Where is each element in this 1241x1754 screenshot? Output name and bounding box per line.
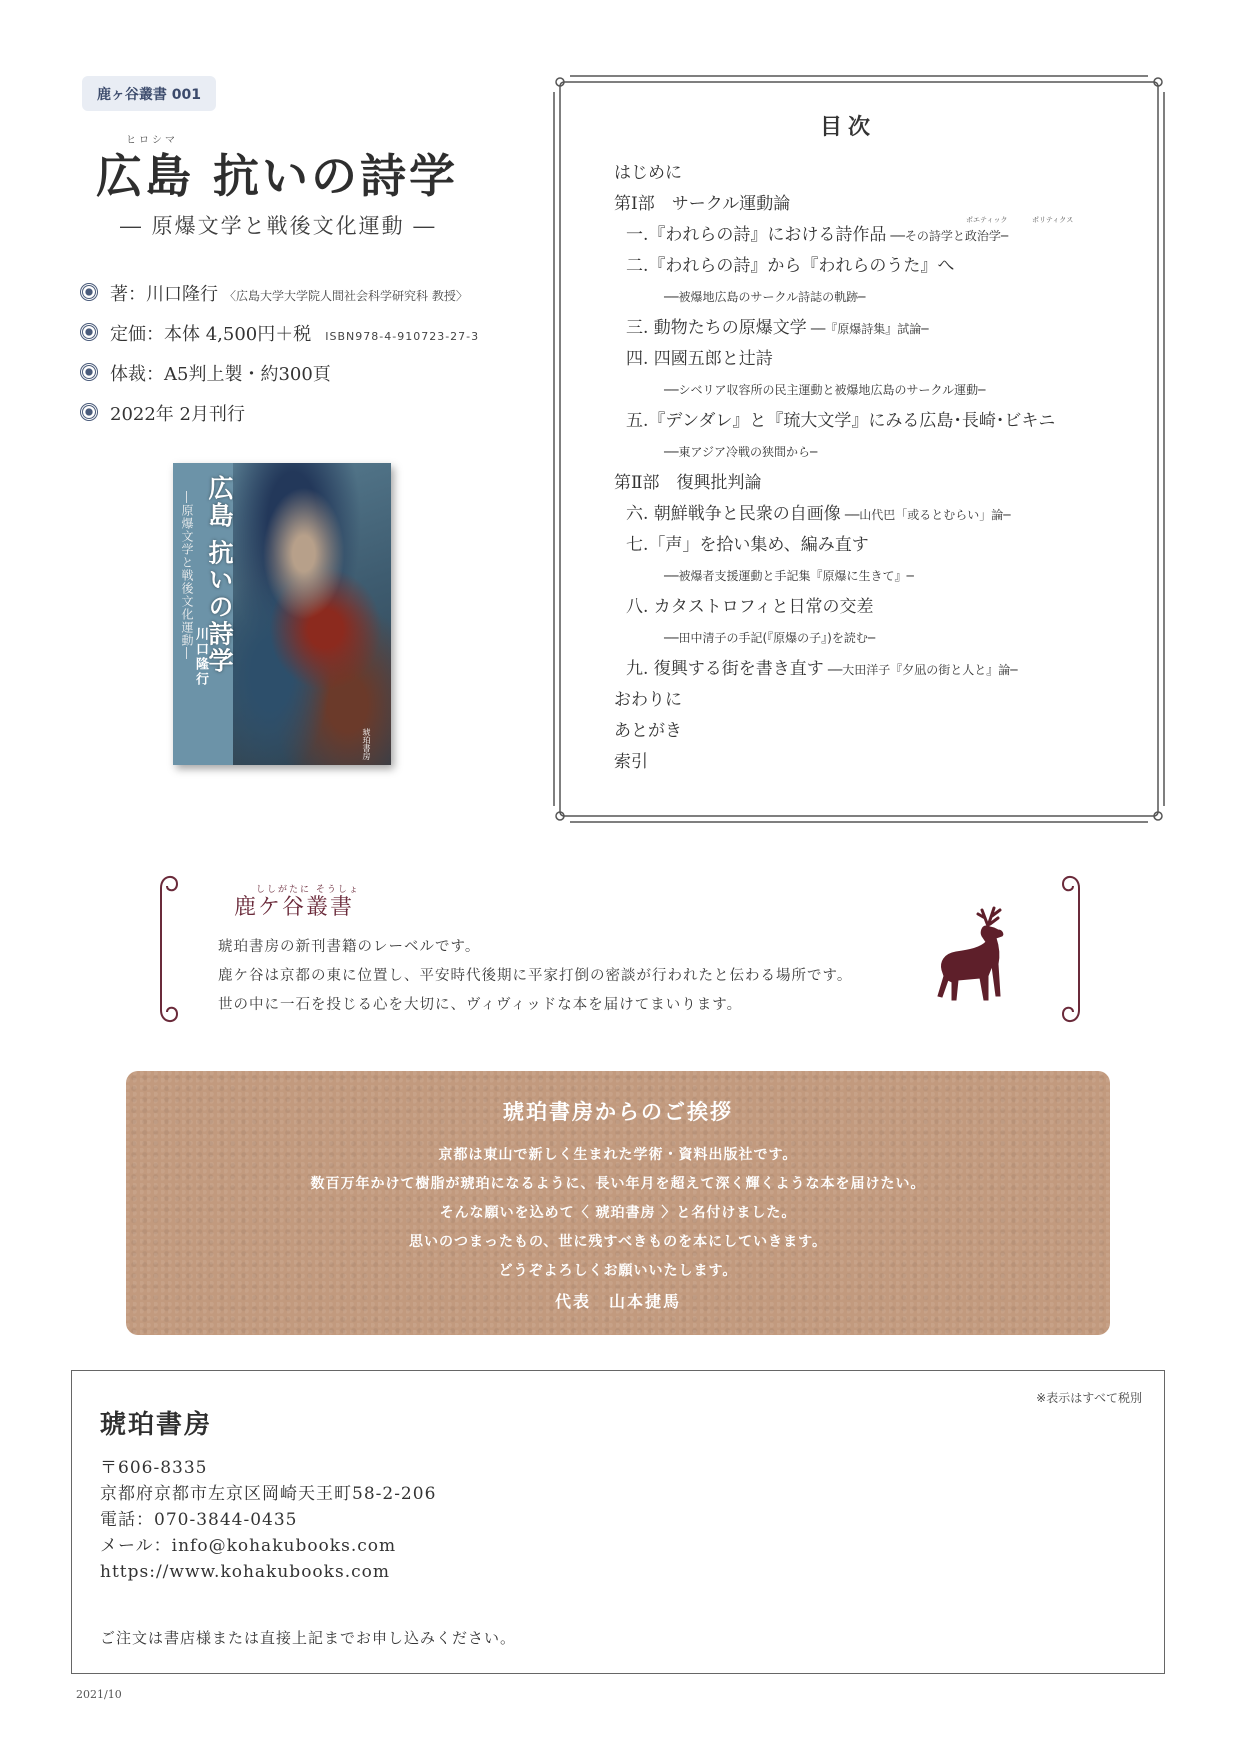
publisher-name: 琥珀書房 (100, 1410, 213, 1440)
toc-entry (614, 220, 1134, 251)
series-title: 鹿ケ谷叢書 (234, 895, 355, 920)
series-badge: 鹿ヶ谷叢書 001 (82, 76, 216, 111)
toc-entry (614, 530, 1134, 561)
postal-code: 〒606-8335 (100, 1458, 208, 1478)
toc-entry-note: ──東アジア冷戦の狭間から─ (664, 445, 818, 459)
toc-entry-title: 九. 復興する街を書き直す (626, 659, 824, 679)
greeting-line: 思いのつまったもの、世に残すべきものを本にしていきます。 (408, 1234, 828, 1250)
release-date: 2022年 2月刊行 (110, 404, 245, 425)
author-affiliation: 〈広島大学大学院人間社会科学研究科 教授〉 (224, 289, 468, 303)
toc-entry-title: はじめに (614, 163, 682, 183)
toc-entry-title: 索引 (614, 752, 648, 772)
series-line: 琥珀書房の新刊書籍のレーベルです。 (218, 939, 481, 955)
bullet-icon (80, 363, 98, 381)
email-link[interactable]: メール：info@kohakubooks.com (100, 1536, 397, 1556)
greeting-text (126, 1141, 1110, 1286)
bullet-icon (80, 323, 98, 341)
author-row (80, 280, 479, 320)
deer-icon (930, 904, 1030, 1014)
contact-box (71, 1370, 1165, 1674)
toc-entry-title: おわりに (614, 690, 682, 710)
cover-author: 川口隆行 (193, 627, 208, 687)
book-subtitle: ― 原爆文学と戦後文化運動 ― (120, 214, 437, 238)
toc-entry (614, 654, 1134, 685)
toc-entry-title: 第Ⅱ部 復興批判論 (614, 473, 762, 493)
toc-entry-title: 三. 動物たちの原爆文学 (626, 318, 807, 338)
cover-publisher: 琥珀書房 (362, 728, 371, 760)
series-line: 世の中に一石を投じる心を大切に、ヴィヴィッドな本を届けてまいります。 (218, 997, 743, 1013)
greeting-signature: 代表 山本捷馬 (554, 1292, 681, 1311)
isbn: ISBN978-4-910723-27-3 (325, 330, 480, 343)
toc-entry (614, 251, 1134, 282)
greeting-line: そんな願いを込めて〈 琥珀書房 〉と名付けました。 (439, 1205, 797, 1221)
order-note: ご注文は書店様または直接上記までお申し込みください。 (100, 1629, 517, 1647)
series-line: 鹿ケ谷は京都の東に位置し、平安時代後期に平家打倒の密談が行われたと伝わる場所です。 (218, 968, 853, 984)
table-of-contents (614, 158, 1134, 778)
toc-entry (614, 344, 1134, 375)
cover-title: 広島 抗いの詩学 (205, 475, 234, 675)
format: 体裁：A5判上製・約300頁 (110, 364, 331, 385)
toc-entry-title: 五.『デンダレ』と『琉大文学』にみる広島･長崎･ビキニ (626, 411, 1056, 431)
price: 定価：本体 4,500円＋税 (110, 324, 312, 345)
toc-entry-note: ──『原爆詩集』試論─ (810, 322, 929, 336)
toc-entry-note: ──被爆者支援運動と手記集『原爆に生きて』─ (664, 569, 914, 583)
toc-entry (614, 592, 1134, 623)
toc-entry-title: 一.『われらの詩』における詩作品 (626, 225, 887, 245)
toc-entry-note: ──シベリア収容所の民主運動と被爆地広島のサークル運動─ (664, 383, 986, 397)
greeting-title: 琥珀書房からのご挨拶 (503, 1100, 733, 1124)
price-row (80, 320, 479, 360)
address: 京都府京都市左京区岡崎天王町58-2-206 (100, 1484, 437, 1504)
website-link[interactable]: https://www.kohakubooks.com (100, 1562, 390, 1582)
toc-entry-note: ──大田洋子『夕凪の街と人と』論─ (827, 663, 1018, 677)
greeting-line: 数百万年かけて樹脂が琥珀になるように、長い年月を超えて深く輝くような本を届けたい。 (310, 1176, 926, 1192)
toc-entry (614, 716, 1134, 747)
release-row (80, 400, 479, 440)
greeting-line: 京都は東山で新しく生まれた学術・資料出版社です。 (438, 1147, 798, 1163)
toc-entry (614, 468, 1134, 499)
ruby-poetics: ポエティック (966, 216, 1008, 224)
toc-entry-note: ──田中清子の手記(『原爆の子』)を読む─ (664, 631, 876, 645)
toc-entry (614, 623, 1134, 654)
toc-entry (614, 437, 1134, 468)
bullet-icon (80, 403, 98, 421)
toc-entry-note: ──山代巴「或るとむらい」論─ (844, 508, 1011, 522)
toc-entry-title: 第Ⅰ部 サークル運動論 (614, 194, 791, 214)
toc-entry-title: 二.『われらの詩』から『われらのうた』へ (626, 256, 955, 276)
toc-entry-title: 六. 朝鮮戦争と民衆の自画像 (626, 504, 841, 524)
format-row (80, 360, 479, 400)
series-ruby: ししがたに そうしょ (256, 885, 360, 895)
address-block (100, 1455, 436, 1585)
toc-entry (614, 282, 1134, 313)
toc-entry (614, 158, 1134, 189)
toc-entry (614, 313, 1134, 344)
toc-entry (614, 561, 1134, 592)
toc-entry (614, 747, 1134, 778)
toc-entry-title: 四. 四國五郎と辻詩 (626, 349, 773, 369)
toc-title: 目次 (820, 114, 877, 140)
bullet-icon (80, 283, 98, 301)
greeting-panel (126, 1071, 1110, 1335)
title-ruby: ヒロシマ (126, 135, 178, 146)
book-cover-image (173, 463, 391, 765)
toc-entry (614, 685, 1134, 716)
author: 著：川口隆行 (110, 284, 218, 305)
issue-date: 2021/10 (76, 1688, 122, 1701)
toc-entry (614, 375, 1134, 406)
toc-entry (614, 406, 1134, 437)
phone: 電話：070-3844-0435 (100, 1510, 298, 1530)
toc-entry-note: ──その詩学と政治学─ (890, 229, 1009, 243)
series-description (218, 933, 852, 1020)
book-title: 広島 抗いの詩学 (96, 149, 459, 203)
tax-note: ※表示はすべて税別 (1036, 1391, 1142, 1405)
cover-subtitle: ―原爆文学と戦後文化運動― (180, 491, 194, 660)
toc-entry-title: 七.「声」を拾い集め、編み直す (626, 535, 869, 555)
ruby-politics: ポリティクス (1032, 216, 1074, 224)
toc-entry (614, 499, 1134, 530)
toc-entry (614, 189, 1134, 220)
book-info (80, 280, 479, 440)
toc-entry-title: 八. カタストロフィと日常の交差 (626, 597, 874, 617)
toc-entry-title: あとがき (614, 721, 682, 741)
greeting-line: どうぞよろしくお願いいたします。 (498, 1263, 738, 1279)
toc-entry-note: ──被爆地広島のサークル詩誌の軌跡─ (664, 290, 866, 304)
